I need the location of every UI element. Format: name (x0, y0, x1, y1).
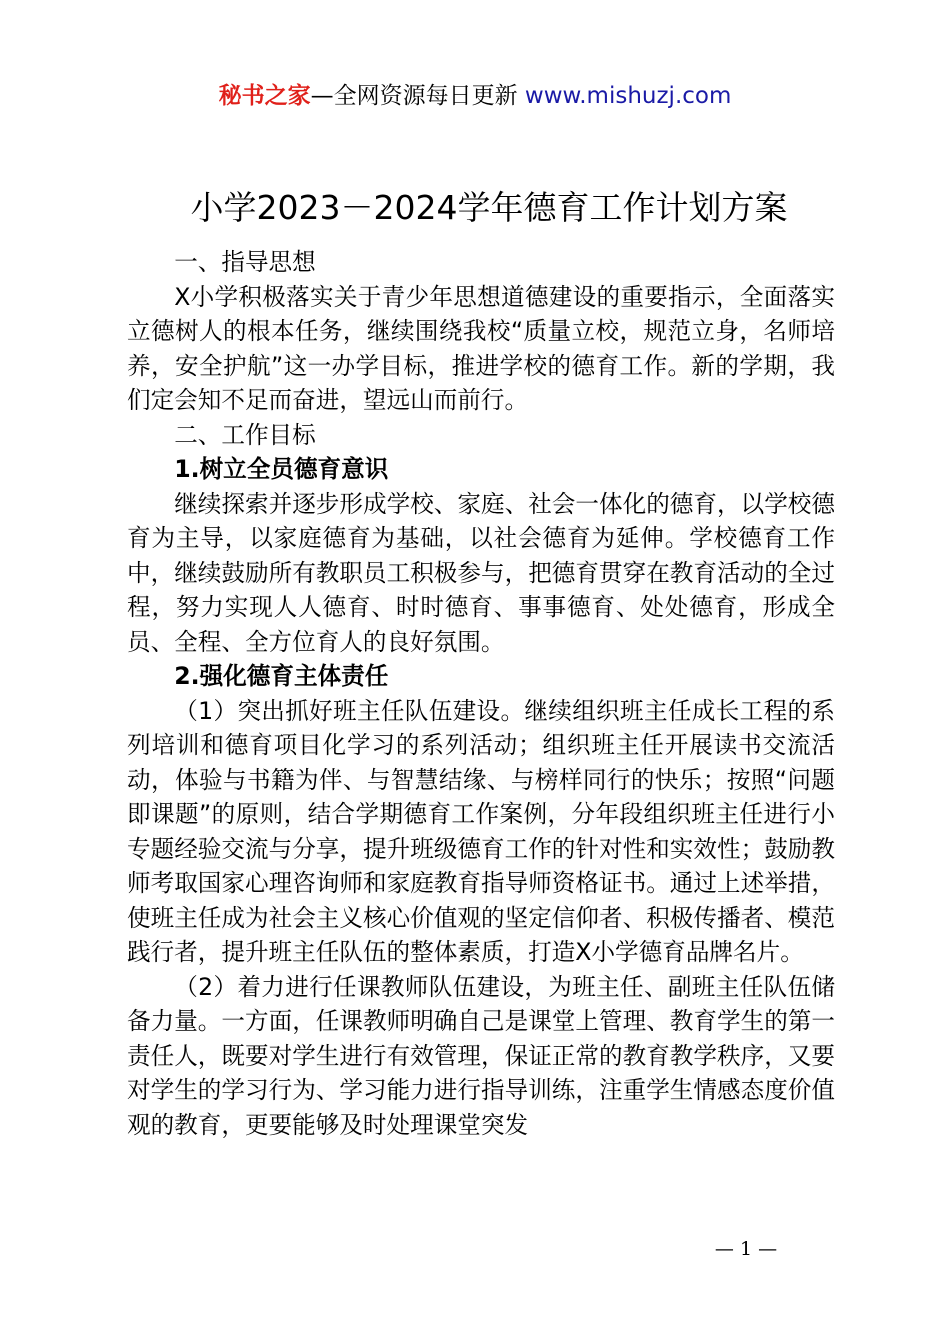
paragraph-moral-awareness: 继续探索并逐步形成学校、家庭、社会一体化的德育，以学校德育为主导，以家庭德育为基础，以社会德育为延伸。学校德育工作中，继续鼓励所有教职员工积极参与，把德育贯穿在教育活动的全过程，努力实现人人德育、时时德育、事事德育、处处德育，形成全员、全程、全方位育人的良好氛围。 (127, 489, 835, 656)
paragraph-subject-teacher-team: （2）着力进行任课教师队伍建设，为班主任、副班主任队伍储备力量。一方面，任课教师明确自己是课堂上管理、教育学生的第一责任人，既要对学生进行有效管理，保证正常的教育教学秩序，又要对学生的学习行为、学习能力进行指导训练，注重学生情感态度价值观的教育，更要能够及时处理课堂突发 (127, 972, 835, 1139)
document-title: 小学2023－2024学年德育工作计划方案 (190, 188, 788, 227)
subheading-moral-awareness: 1.树立全员德育意识 (174, 455, 389, 483)
paragraph-class-teacher-team: （1）突出抓好班主任队伍建设。继续组织班主任成长工程的系列培训和德育项目化学习的系列活动；组织班主任开展读书交流活动，体验与书籍为伴、与智慧结缘、与榜样同行的快乐；按照“问题即课题”的原则，结合学期德育工作案例，分年段组织班主任进行小专题经验交流与分享，提升班级德育工作的针对性和实效性；鼓励教师考取国家心理咨询师和家庭教育指导师资格证书。通过上述举措，使班主任成为社会主义核心价值观的坚定信仰者、积极传播者、模范践行者，提升班主任队伍的整体素质，打造X小学德育品牌名片。 (127, 696, 835, 966)
subheading-moral-responsibility: 2.强化德育主体责任 (174, 662, 389, 690)
site-url-link[interactable]: www.mishuzj.com (524, 83, 732, 109)
page-number: — 1 — (714, 1238, 778, 1260)
site-header (0, 80, 950, 112)
section-heading-guiding-ideology: 一、指导思想 (174, 248, 316, 276)
document-body (127, 245, 835, 1142)
brand-name: 秘书之家 (218, 83, 311, 109)
section-heading-work-goals: 二、工作目标 (174, 420, 316, 449)
header-tagline: —全网资源每日更新 (310, 83, 525, 109)
paragraph-guiding-ideology: X小学积极落实关于青少年思想道德建设的重要指示，全面落实立德树人的根本任务，继续围绕我校“质量立校，规范立身，名师培养，安全护航”这一办学目标，推进学校的德育工作。新的学期，我们定会知不足而奋进，望远山而前行。 (127, 282, 835, 414)
